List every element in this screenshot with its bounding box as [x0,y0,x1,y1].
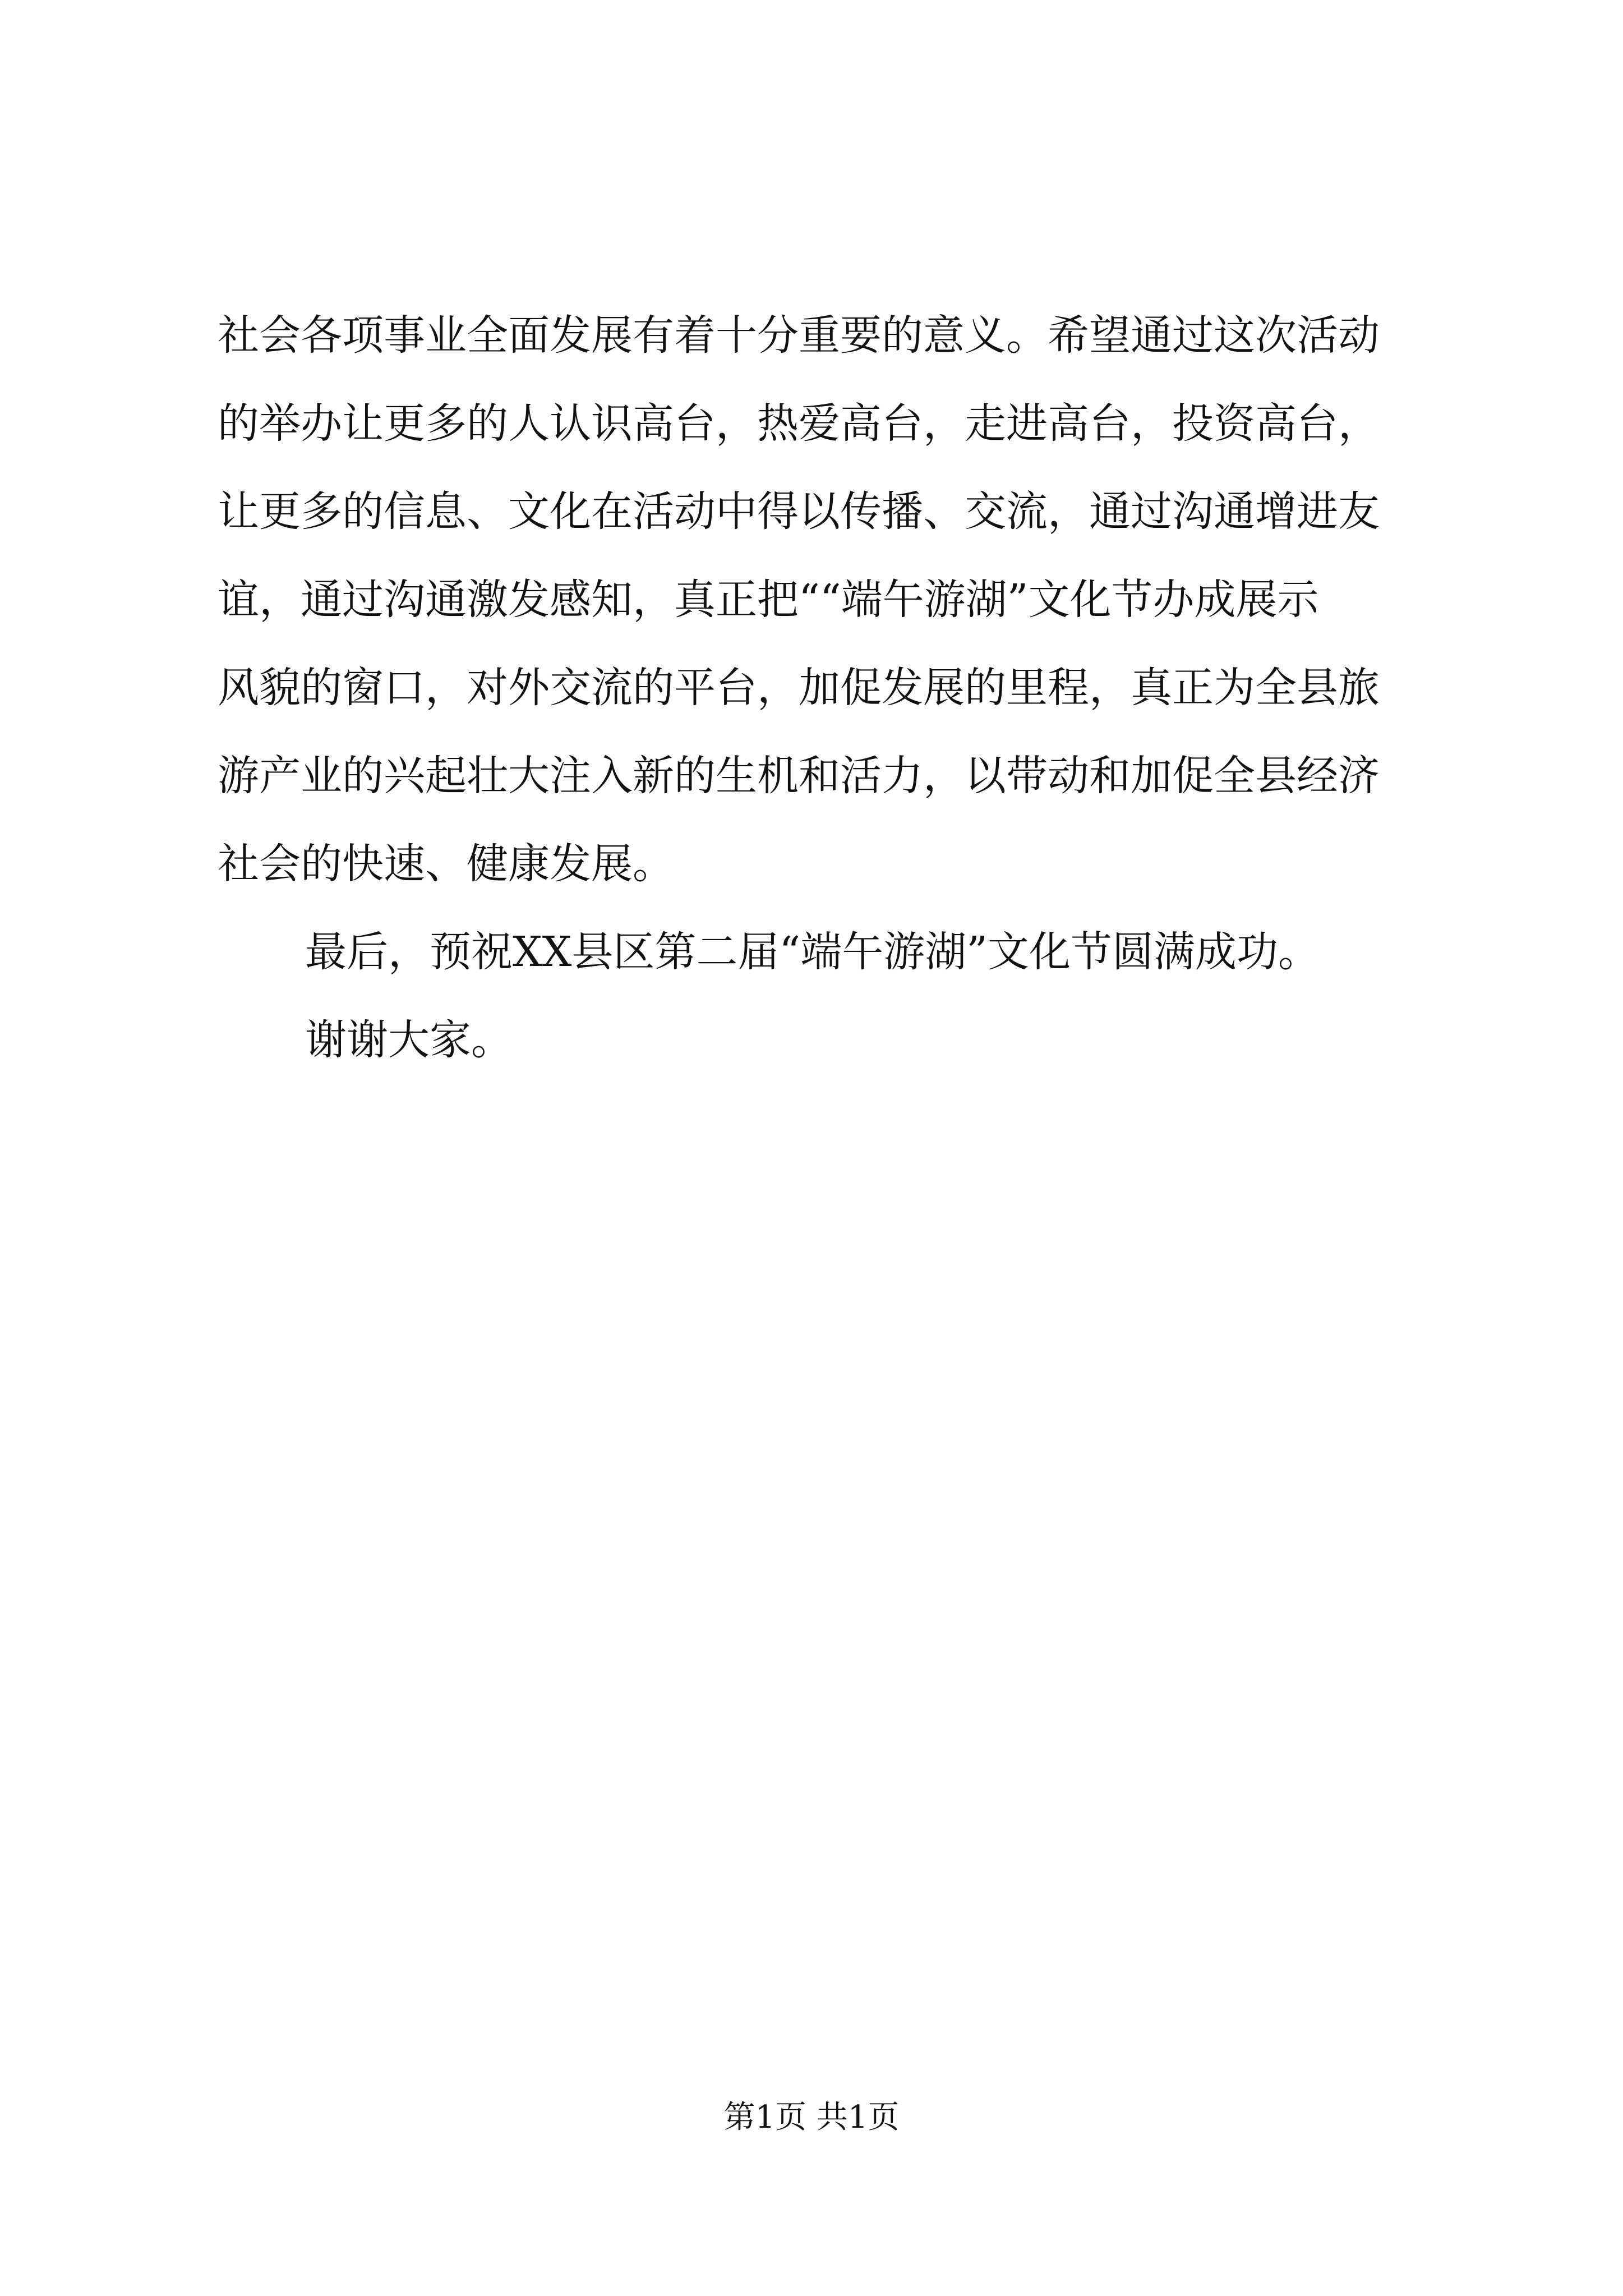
paragraph-line: 风貌的窗口，对外交流的平台，加促发展的里程，真正为全县旅 [218,664,1380,712]
paragraph-line: 的举办让更多的人认识高台，热爱高台，走进高台，投资高台， [218,399,1380,448]
page-footer: 第1页 共1页 [723,2099,900,2136]
paragraph-line: 游产业的兴起壮大注入新的生机和活力，以带动和加促全县经济 [218,752,1380,800]
thanks-paragraph: 谢谢大家。 [305,1016,513,1064]
closing-wish-paragraph: 最后，预祝XX县区第二届“端午游湖”文化节圆满成功。 [305,928,1320,976]
paragraph-line: 社会的快速、健康发展。 [218,840,674,888]
paragraph-line: 让更多的信息、文化在活动中得以传播、交流，通过沟通增进友 [218,487,1380,536]
paragraph-line: 谊，通过沟通激发感知，真正把““端午游湖”文化节办成展示 [218,576,1319,624]
paragraph-line: 社会各项事业全面发展有着十分重要的意义。希望通过这次活动 [218,311,1380,360]
document-body [218,292,1412,1084]
